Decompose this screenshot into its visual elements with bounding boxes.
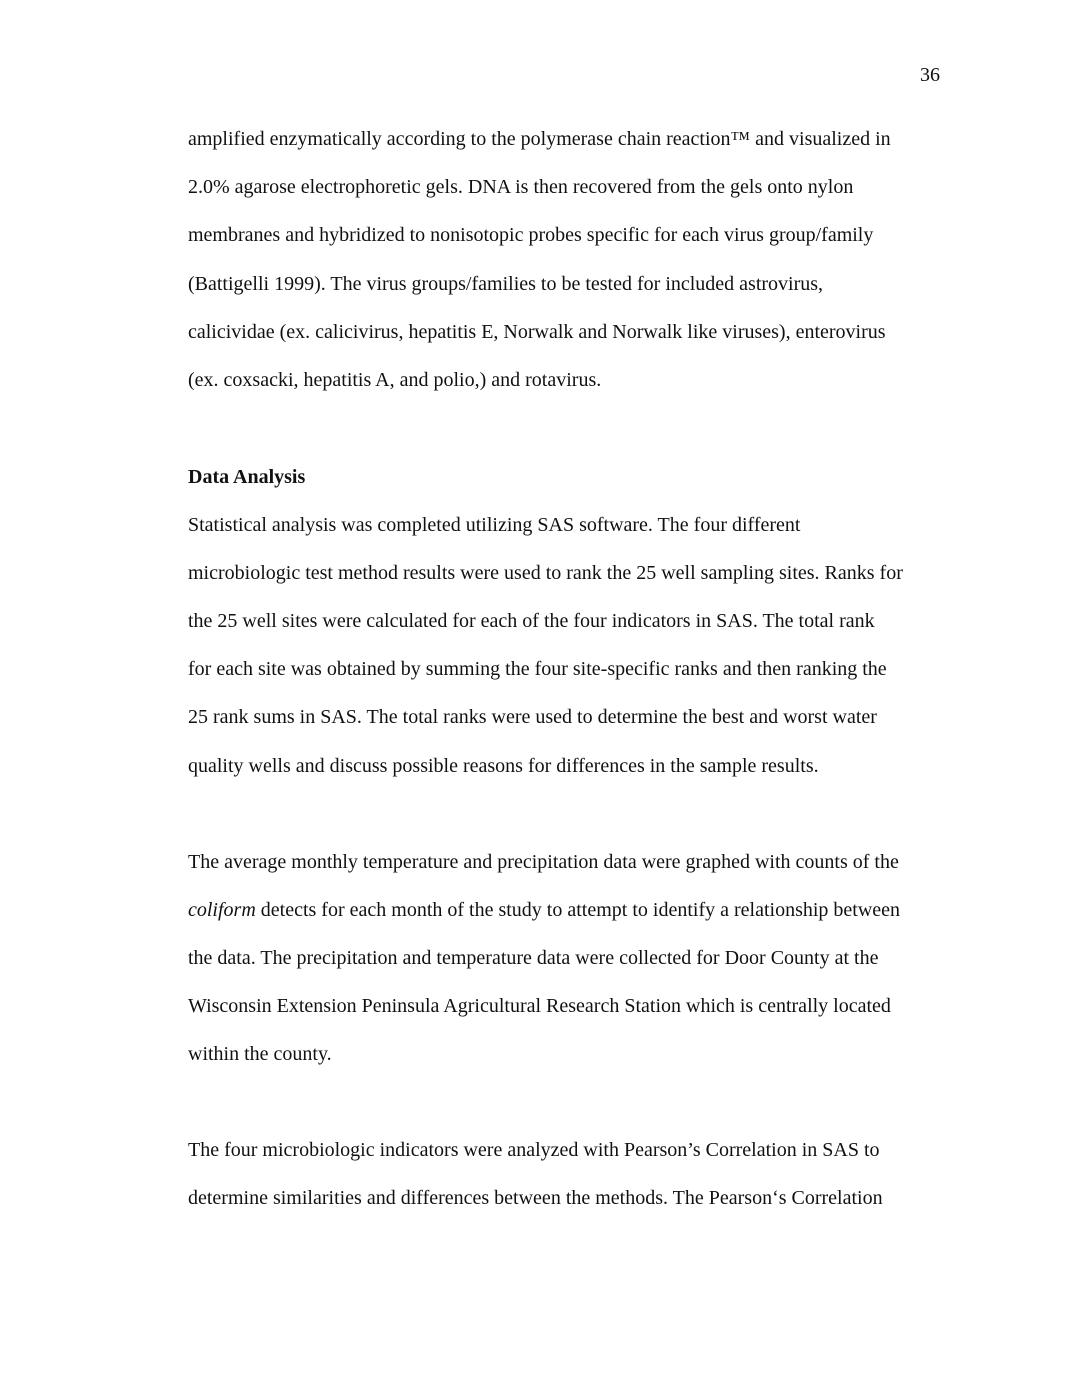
text-line: calicividae (ex. calicivirus, hepatitis E, Norwalk and Norwalk like viruses), enterovirus bbox=[188, 321, 886, 343]
text-line: the data. The precipitation and temperature data were collected for Door County at the bbox=[188, 947, 879, 969]
text-line: 25 rank sums in SAS. The total ranks were used to determine the best and worst water bbox=[188, 706, 877, 728]
section-heading: Data Analysis bbox=[188, 466, 306, 488]
text-line: the 25 well sites were calculated for each of the four indicators in SAS. The total rank bbox=[188, 610, 875, 632]
text-line: 2.0% agarose electrophoretic gels. DNA is then recovered from the gels onto nylon bbox=[188, 176, 854, 198]
italic-term: coliform bbox=[188, 899, 256, 921]
text-line: membranes and hybridized to nonisotopic probes specific for each virus group/family bbox=[188, 224, 874, 246]
text-line: The average monthly temperature and precipitation data were graphed with counts of the bbox=[188, 851, 899, 873]
text-line: The four microbiologic indicators were analyzed with Pearson’s Correlation in SAS to bbox=[188, 1139, 880, 1161]
text-line: (ex. coxsacki, hepatitis A, and polio,) and rotavirus. bbox=[188, 369, 602, 391]
text-line: determine similarities and differences between the methods. The Pearson‘s Correlation bbox=[188, 1187, 883, 1209]
text-line bbox=[188, 897, 900, 923]
text-line: Statistical analysis was completed utilizing SAS software. The four different bbox=[188, 514, 801, 536]
text-line: (Battigelli 1999). The virus groups/families to be tested for included astrovirus, bbox=[188, 273, 824, 295]
page-number: 36 bbox=[920, 64, 940, 86]
text-line: for each site was obtained by summing the four site-specific ranks and then ranking the bbox=[188, 658, 887, 680]
text-line: quality wells and discuss possible reasons for differences in the sample results. bbox=[188, 755, 819, 777]
text-span: detects for each month of the study to attempt to identify a relationship between bbox=[255, 899, 901, 921]
text-line: Wisconsin Extension Peninsula Agricultural Research Station which is centrally located bbox=[188, 995, 891, 1017]
text-line: microbiologic test method results were used to rank the 25 well sampling sites. Ranks for bbox=[188, 562, 903, 584]
text-line: within the county. bbox=[188, 1043, 332, 1065]
text-line: amplified enzymatically according to the polymerase chain reaction™ and visualized in bbox=[188, 128, 891, 150]
